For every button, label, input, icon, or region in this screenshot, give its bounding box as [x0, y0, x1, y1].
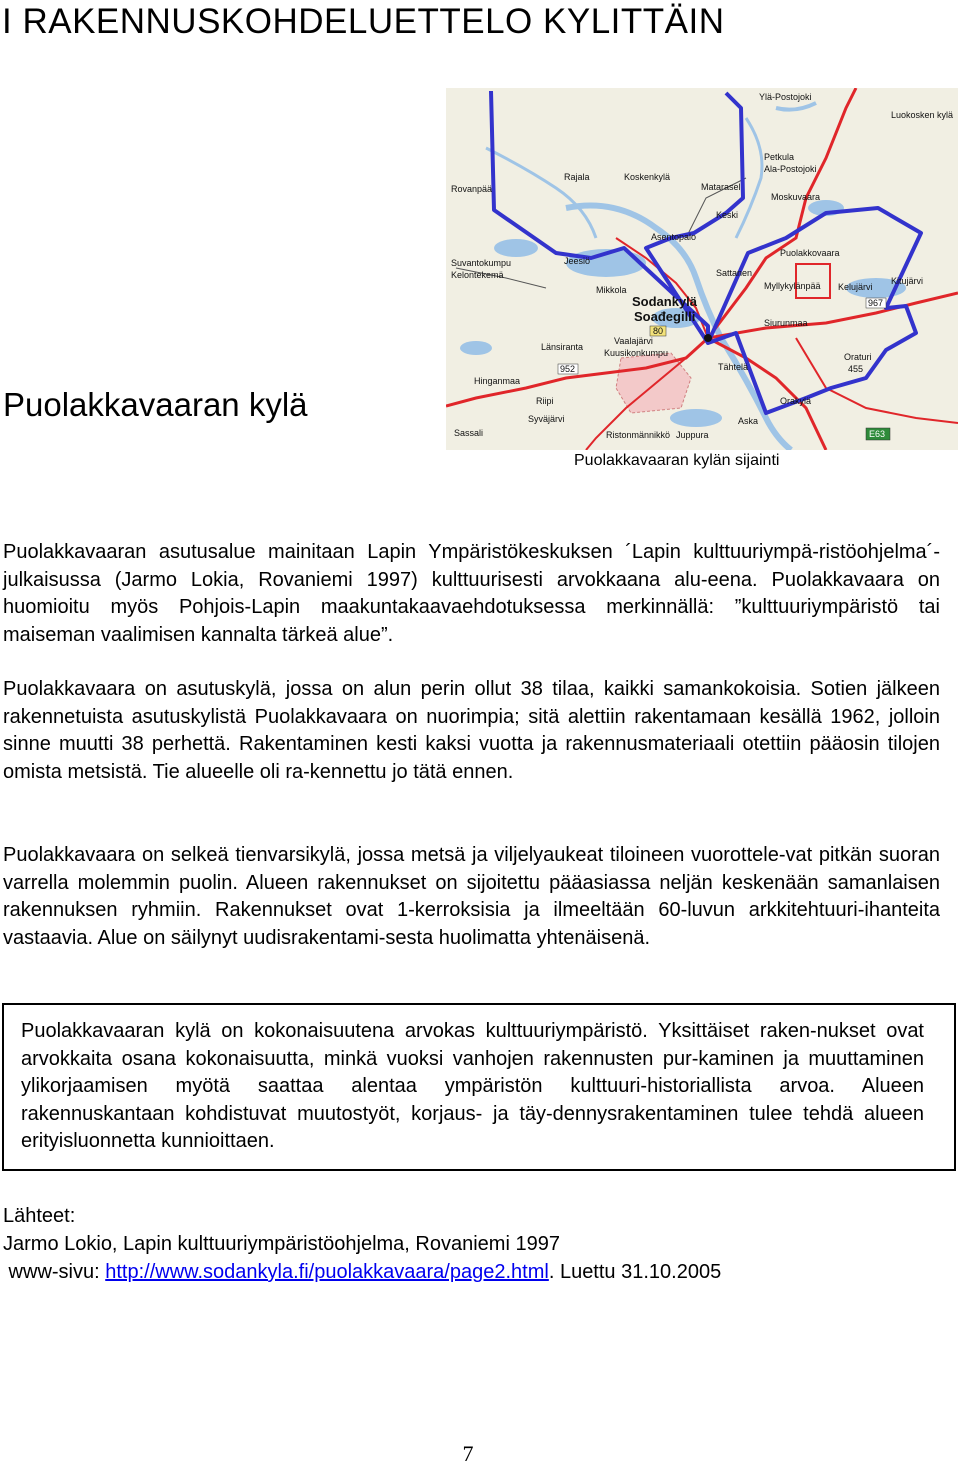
map-label: Aska — [738, 416, 759, 426]
map-caption: Puolakkavaaran kylän sijainti — [574, 452, 780, 469]
map-label: Keski — [716, 210, 739, 220]
map-label: Rajala — [564, 172, 590, 182]
map-label-town: Sodankylä — [632, 294, 698, 309]
map-label: Asentopalo — [651, 232, 697, 242]
map-label: Luokosken kylä — [891, 110, 954, 120]
summary-box — [2, 1003, 956, 1171]
map-label: Myllykylänpää — [764, 281, 821, 291]
road-number-952 — [558, 364, 578, 374]
summary-text: Puolakkavaaran kylä on kokonaisuutena arvokas kulttuuriympäristö. Yksittäiset raken-nukset ovat arvokkaita osana kokonaisuutta, minkä vuoksi vanhojen rakennusten pur-kaminen ja muuttaminen ylikorjaamisen myötä saattaa alentaa ympäristön kulttuuri-historiallista arvoa. Alueen rakennuskantaan kohdistuvat muutostyöt, korjaus- ja täy-dennysrakentaminen tulee tehdä alueen erityisluonnetta kunnioittaen. — [21, 1020, 924, 1152]
map-label: 455 — [848, 364, 864, 374]
svg-text:967: 967 — [868, 298, 884, 308]
map-label: Ylä-Postojoki — [759, 92, 812, 102]
source-entry-2 — [3, 1258, 721, 1286]
svg-text:E63: E63 — [869, 429, 886, 439]
map-label: Mikkola — [596, 285, 627, 295]
map-label: Riipi — [536, 396, 554, 406]
road-number-967 — [866, 298, 886, 308]
map-label: Rovanpää — [451, 184, 493, 194]
source-web-prefix: www-sivu: — [3, 1261, 106, 1283]
map-label: Jeesiö — [564, 256, 591, 266]
map-label: Sattanen — [716, 268, 753, 278]
source-web-link[interactable]: http://www.sodankyla.fi/puolakkavaara/page2.html — [105, 1261, 549, 1283]
map-label: Kuusikonkumpu — [604, 348, 669, 358]
map-label: Puolakkovaara — [780, 248, 840, 258]
map-label-town: Soađegilli — [634, 309, 696, 324]
village-title: Puolakkavaaran kylä — [3, 386, 308, 423]
road-number-80 — [650, 326, 666, 336]
map-label: Vaalajärvi — [614, 336, 653, 346]
source-web-suffix: . Luettu 31.10.2005 — [548, 1261, 722, 1283]
road-number-e63 — [866, 428, 890, 440]
location-map — [446, 88, 958, 450]
paragraph-3: Puolakkavaara on selkeä tienvarsikylä, jossa metsä ja viljelyaukeat tiloineen vuorottele-vat pitkän suoran varrella molemmin puolin. Alueen rakennukset on sijoitettu pääasiassa neljän keskenään samanlaisen rakennuksen ryhmiin. Rakennukset ovat 1-kerroksisia ja ilmeeltään 60-luvun arkkitehtuuri-ihanteita vastaavia. Alue on säilynyt uudisrakentami-sesta huolimatta yhtenäisenä. — [3, 844, 940, 949]
sources-section — [3, 1202, 721, 1286]
source-entry-1: Jarmo Lokio, Lapin kulttuuriympäristöohjelma, Rovaniemi 1997 — [3, 1233, 560, 1255]
map-label: Syväjärvi — [528, 414, 565, 424]
map-label: Kitujärvi — [891, 276, 924, 286]
map-roads — [446, 88, 958, 450]
map-label: Tähtelä — [718, 362, 749, 372]
map-label: Juppura — [676, 430, 709, 440]
map-label: Suvantokumpu — [451, 258, 512, 268]
svg-text:952: 952 — [560, 364, 576, 374]
sodankyla-center-marker — [704, 334, 712, 342]
map-label: Moskuvaara — [771, 192, 821, 202]
map-label: Oraturi — [844, 352, 872, 362]
map-label: Koskenkylä — [624, 172, 671, 182]
map-label: Ristonmännikkö — [606, 430, 671, 440]
map-label: Länsiranta — [541, 342, 584, 352]
sources-title: Lähteet: — [3, 1205, 76, 1227]
map-label: Orakylä — [780, 396, 812, 406]
map-label: Hinganmaa — [474, 376, 521, 386]
paragraph-2: Puolakkavaara on asutuskylä, jossa on alun perin ollut 38 tilaa, kaikki samankokoisia. Sotien jälkeen rakennetuista asutuskylistä Puolakkavaara on nuorimpia; sitä alettiin rakentamaan kesällä 1962, jolloin sinne muutti 38 perhettä. Rakentaminen kesti kaksi vuotta ja rakennusmateriaali otettiin pääosin tilojen omista metsistä. Tie alueelle oli ra-kennettu jo tätä ennen. — [3, 678, 940, 783]
page-number: 7 — [462, 1441, 474, 1466]
page-heading: I RAKENNUSKOHDELUETTELO KYLITTÄIN — [2, 2, 725, 41]
map-label: Sassali — [454, 428, 484, 438]
map-label: Petkula — [764, 152, 795, 162]
map-label: Kelujärvi — [838, 282, 873, 292]
map-label: Matarasel — [701, 182, 741, 192]
svg-text:80: 80 — [653, 326, 664, 336]
map-label: Kelontekemä — [451, 270, 504, 280]
map-label: Ala-Postojoki — [764, 164, 817, 174]
map-label: Siurunmaa — [764, 318, 808, 328]
paragraph-1: Puolakkavaaran asutusalue mainitaan Lapin Ympäristökeskuksen ´Lapin kulttuuriympä-ristöohjelma´-julkaisussa (Jarmo Lokia, Rovaniemi 1997) kulttuurisesti arvokkaana alu-eena. Puolakkavaara on huomioitu myös Pohjois-Lapin maakuntakaavaehdotuksessa merkinnällä: ”kulttuuriympäristö tai maiseman vaalimisen kannalta tärkeä alue”. — [3, 541, 940, 646]
